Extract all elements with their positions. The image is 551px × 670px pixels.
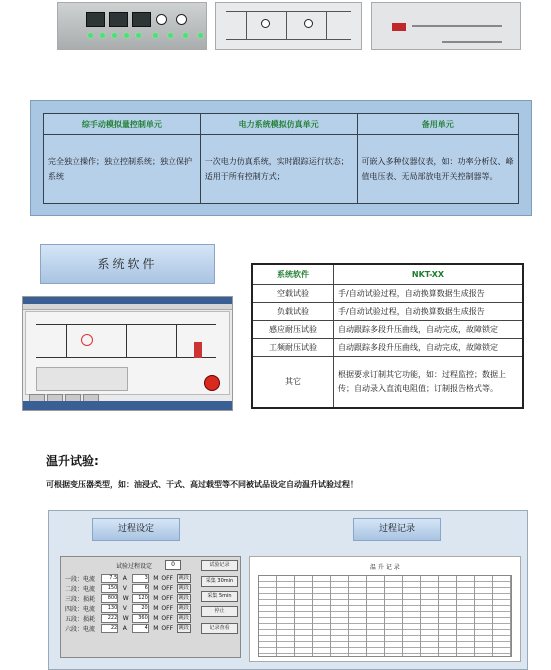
indicator-led	[88, 33, 93, 38]
test-description: 根据要求订制其它功能，如：过程监控；数据上传；自动录入直流电阻值；订制报告格式等。	[334, 356, 524, 408]
grid-columns	[259, 576, 511, 656]
indicator-led	[183, 33, 188, 38]
knob	[156, 14, 167, 25]
spare-panel-photo	[371, 2, 521, 50]
stage-label: 二段：电流	[65, 585, 96, 593]
nameplate-text	[412, 25, 502, 27]
stage-label: 一段：电流	[65, 575, 96, 583]
stage-status: OFF	[161, 614, 174, 622]
stage-value-input[interactable]: 22	[101, 624, 118, 633]
test-name: 工频耐压试验	[252, 338, 334, 356]
stage-status: OFF	[161, 574, 174, 582]
temp-rise-title: 温升试验:	[46, 454, 99, 468]
tab-process-record[interactable]: 过程记录	[353, 518, 441, 541]
stage-row	[64, 613, 194, 623]
circuit-symbol	[261, 19, 270, 28]
indicator-led	[153, 33, 158, 38]
stage-row	[64, 573, 194, 583]
transformer-symbol	[81, 334, 93, 346]
window-statusbar	[23, 401, 232, 410]
circuit-line	[226, 39, 351, 40]
unit-description: 完全独立操作；独立控制系统；独立保护系统	[44, 135, 201, 204]
view-record-button[interactable]: 记录查看	[201, 623, 238, 634]
stage-time-input[interactable]: 3	[132, 574, 149, 583]
stage-row	[64, 603, 194, 613]
circuit-line	[126, 324, 127, 357]
stage-time-input[interactable]: 4	[132, 624, 149, 633]
stage-label: 三段：损耗	[65, 595, 96, 603]
test-description: 自动跟踪多段升压曲线，自动完成，故障锁定	[334, 320, 524, 338]
test-name: 负载试验	[252, 302, 334, 320]
panel-title: 试验过程设定	[116, 563, 153, 570]
stage-status: OFF	[161, 604, 174, 612]
circuit-line	[286, 11, 287, 39]
logo	[392, 23, 406, 31]
stage-status: OFF	[161, 584, 174, 592]
unit-header: 综手动模拟量控制单元	[44, 114, 201, 135]
unit-description: 可嵌入多种仪器仪表，如：功率分析仪、峰值电压表、无局部放电开关控制器等。	[357, 135, 519, 204]
stage-row	[64, 593, 194, 603]
record-button[interactable]: 试验记录	[201, 560, 238, 571]
stage-label: 五段：损耗	[65, 615, 96, 623]
skip-stage-button[interactable]: 跳段	[178, 604, 189, 611]
meter-display	[132, 12, 151, 27]
system-software-button[interactable]: 系统软件	[40, 244, 215, 284]
unit-label: V	[122, 604, 127, 612]
unit-header: 电力系统模拟仿真单元	[200, 114, 357, 135]
circuit-line	[36, 357, 216, 358]
switch-symbol	[194, 342, 202, 358]
stage-time-input[interactable]: 360	[132, 614, 149, 623]
test-name: 其它	[252, 356, 334, 408]
indicator-led	[136, 33, 141, 38]
skip-stage-button[interactable]: 跳段	[178, 624, 189, 631]
control-panel-photo	[57, 2, 207, 50]
unit-label: M	[153, 624, 159, 632]
circuit-line	[226, 11, 351, 12]
units-section	[30, 100, 532, 216]
stage-value-input[interactable]: 222	[101, 614, 118, 623]
stage-value-input[interactable]: 150	[101, 584, 118, 593]
skip-stage-button[interactable]: 跳段	[178, 584, 189, 591]
software-screenshot	[22, 296, 233, 411]
indicator-led	[124, 33, 129, 38]
stage-table	[64, 573, 194, 633]
unit-label: M	[153, 584, 159, 592]
readings-area	[36, 367, 128, 391]
collect-5min-button[interactable]: 采集 5min	[201, 591, 238, 602]
indicator-led	[112, 33, 117, 38]
unit-header: 备用单元	[357, 114, 519, 135]
stage-row	[64, 583, 194, 593]
stage-time-input[interactable]: 120	[132, 594, 149, 603]
stage-row	[64, 623, 194, 633]
unit-label: W	[122, 594, 129, 602]
collect-30min-button[interactable]: 采集 30min	[201, 576, 238, 587]
indicator-led	[168, 33, 173, 38]
nameplate-text	[442, 41, 502, 43]
temp-rise-description: 可根据变压器类型，如：油浸式、干式、高过载型等不同被试品设定自动温升试验过程！	[46, 480, 358, 489]
skip-stage-button[interactable]: 跳段	[178, 594, 189, 601]
unit-label: A	[122, 574, 127, 582]
test-name: 空载试验	[252, 284, 334, 302]
stop-button[interactable]: 停止	[201, 606, 238, 617]
stage-label: 四段：电流	[65, 605, 96, 613]
meter-display	[109, 12, 128, 27]
stage-status: OFF	[161, 624, 174, 632]
circuit-line	[176, 324, 177, 357]
circuit-line	[246, 11, 247, 39]
test-description: 手/自动试验过程，自动换算数据生成报告	[334, 302, 524, 320]
software-table	[251, 263, 524, 409]
table-header: 系统软件	[252, 264, 334, 284]
stage-value-input[interactable]: 7.5	[101, 574, 118, 583]
unit-label: M	[153, 574, 159, 582]
unit-label: M	[153, 594, 159, 602]
tab-process-setup[interactable]: 过程设定	[92, 518, 180, 541]
test-description: 自动跟踪多段升压曲线，自动完成，故障锁定	[334, 338, 524, 356]
unit-label: M	[153, 604, 159, 612]
record-title: 温 升 记 录	[370, 564, 400, 571]
temperature-record-window	[249, 556, 521, 662]
indicator-led	[100, 33, 105, 38]
simulation-panel-photo	[215, 2, 362, 50]
skip-stage-button[interactable]: 跳段	[178, 614, 189, 621]
stage-status: OFF	[161, 594, 174, 602]
meter-display	[86, 12, 105, 27]
record-grid	[258, 575, 512, 657]
units-table	[43, 113, 519, 204]
stage-time-input[interactable]: 6	[132, 584, 149, 593]
diagram-panel	[25, 311, 230, 395]
stage-label: 六段：电流	[65, 625, 96, 633]
stage-value-input[interactable]: 130	[101, 604, 118, 613]
skip-stage-button[interactable]: 跳段	[178, 574, 189, 581]
stage-value-input[interactable]: 800	[101, 594, 118, 603]
table-header: NKT-XX	[334, 264, 524, 284]
unit-label: W	[122, 614, 129, 622]
circuit-symbol	[304, 19, 313, 28]
unit-label: M	[153, 614, 159, 622]
test-name: 感应耐压试验	[252, 320, 334, 338]
stage-counter: 0	[165, 560, 181, 570]
window-menubar	[23, 304, 232, 310]
unit-description: 一次电力仿真系统，实时跟踪运行状态； 适用于所有控制方式；	[200, 135, 357, 204]
process-setup-window	[60, 556, 241, 658]
emergency-stop-icon	[204, 375, 220, 391]
window-titlebar	[23, 297, 232, 304]
circuit-line	[66, 324, 67, 357]
circuit-line	[326, 11, 327, 39]
knob	[176, 14, 187, 25]
unit-label: A	[122, 624, 127, 632]
test-description: 手/自动试验过程，自动换算数据生成报告	[334, 284, 524, 302]
stage-time-input[interactable]: 20	[132, 604, 149, 613]
indicator-led	[198, 33, 203, 38]
unit-label: V	[122, 584, 127, 592]
